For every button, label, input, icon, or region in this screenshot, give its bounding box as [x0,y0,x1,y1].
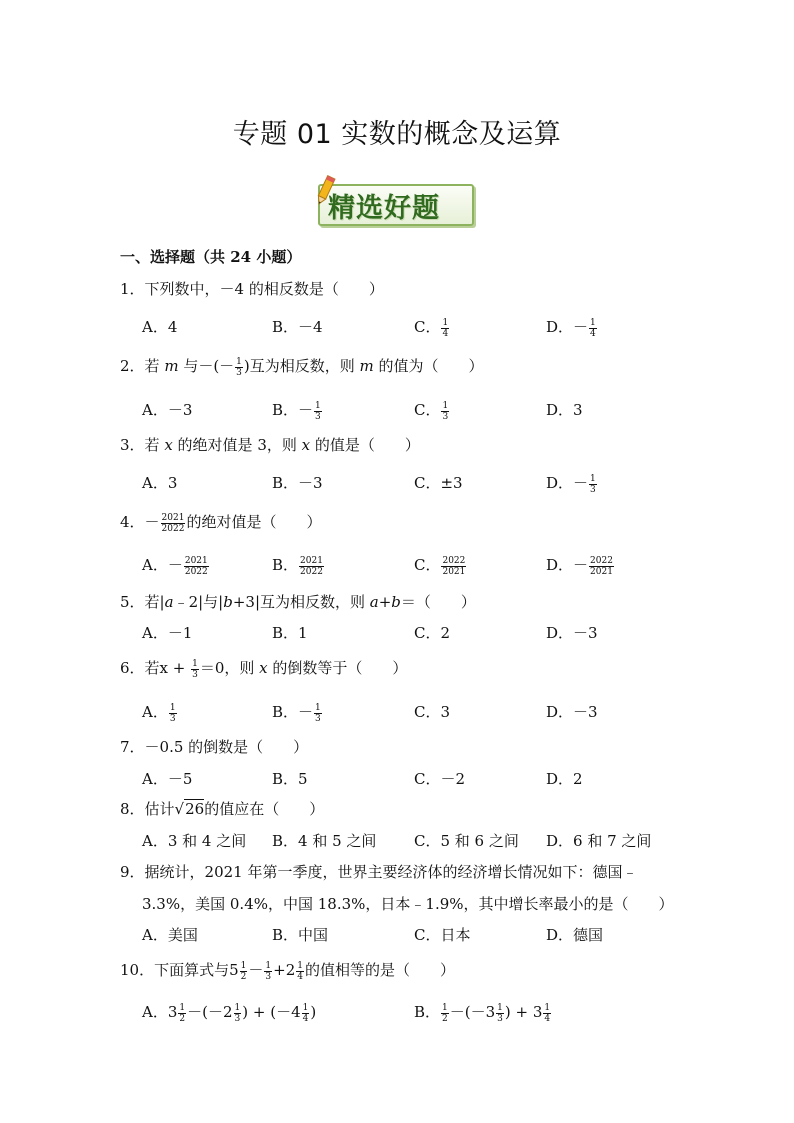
q3-option-b: B．－3 [272,474,323,492]
q8-option-c: C．5 和 6 之间 [414,832,519,850]
featured-badge [314,178,476,224]
q6-option-a: A． $\frac{1}{3}$ [142,702,176,724]
q2-option-b: B．－ $\frac{1}{3}$ [272,400,321,422]
q1-option-a: A．4 [142,318,178,336]
q3-option-a: A．3 [142,474,178,492]
q1-option-d: D．－ $\frac{1}{4}$ [546,317,596,339]
q5-option-d: D．－3 [546,624,598,642]
q1-option-b: B．－4 [272,318,323,336]
question-8: 8．估计√26的值应在（ ） [120,800,325,818]
q9-option-c: C．日本 [414,926,471,944]
question-1: 1．下列数中，－4 的相反数是（ ） [120,280,384,298]
q5-option-c: C．2 [414,624,451,642]
q7-option-c: C．－2 [414,770,466,788]
q8-option-a: A．3 和 4 之间 [142,832,247,850]
q8-option-b: B．4 和 5 之间 [272,832,377,850]
q2-option-a: A．－3 [142,401,193,419]
q4-option-d: D．－ $\frac{2022}{2021}$ [546,555,613,577]
question-3: 3．若 x 的绝对值是 3，则 x 的值是（ ） [120,436,420,454]
question-6: 6．若x + $\frac{1}{3}$ ＝0，则 x 的倒数等于（ ） [120,658,408,680]
q7-option-b: B．5 [272,770,308,788]
q6-option-c: C．3 [414,703,451,721]
q2-option-d: D．3 [546,401,583,419]
badge-label: 精选好题 [328,193,440,224]
q3-option-d: D．－ $\frac{1}{3}$ [546,473,596,495]
question-7: 7．－0.5 的倒数是（ ） [120,738,309,756]
section-heading: 一、选择题（共 24 小题） [120,248,302,266]
q6-option-b: B．－ $\frac{1}{3}$ [272,702,321,724]
q2-option-c: C． $\frac{1}{3}$ [414,400,449,422]
q6-option-d: D．－3 [546,703,598,721]
question-5: 5．若|a﹣2|与|b+3|互为相反数，则 a+b＝（ ） [120,593,476,611]
question-2: 2．若 m 与－(－ $\frac{1}{3}$ )互为相反数，则 m 的值为（ ） [120,356,484,378]
q5-option-a: A．－1 [142,624,193,642]
page-title: 专题 01 实数的概念及运算 [232,119,562,150]
q9-option-b: B．中国 [272,926,329,944]
question-9-line-1: 9．据统计，2021 年第一季度，世界主要经济体的经济增长情况如下：德国﹣ [120,863,638,881]
q4-option-b: B． $\frac{2021}{2022}$ [272,555,323,577]
q3-option-c: C．±3 [414,474,463,492]
question-4: 4．－ $\frac{2021}{2022}$ 的绝对值是（ ） [120,512,322,534]
q9-option-a: A．美国 [142,926,198,944]
question-10: 10．下面算式与5 $\frac{1}{2}$ － $\frac{1}{3}$ +2 $\frac{1}{4}$ 的值相等的是（ ） [120,960,455,982]
q10-option-b: B． $\frac{1}{2}$ －(－3 $\frac{1}{3}$ ) + 3 $\frac{1}{4}$ [414,1002,551,1024]
q10-option-a: A．3 $\frac{1}{2}$ －(－2 $\frac{1}{3}$ ) + (－4 $\frac{1}{4}$ ) [142,1002,317,1024]
q7-option-a: A．－5 [142,770,193,788]
q7-option-d: D．2 [546,770,583,788]
q4-option-a: A．－ $\frac{2021}{2022}$ [142,555,208,577]
question-9-line-2: 3.3%，美国 0.4%，中国 18.3%，日本﹣1.9%，其中增长率最小的是（ ） [142,895,674,913]
q4-option-c: C． $\frac{2022}{2021}$ [414,555,466,577]
q5-option-b: B．1 [272,624,308,642]
q1-option-c: C． $\frac{1}{4}$ [414,317,449,339]
q8-option-d: D．6 和 7 之间 [546,832,652,850]
q9-option-d: D．德国 [546,926,604,944]
